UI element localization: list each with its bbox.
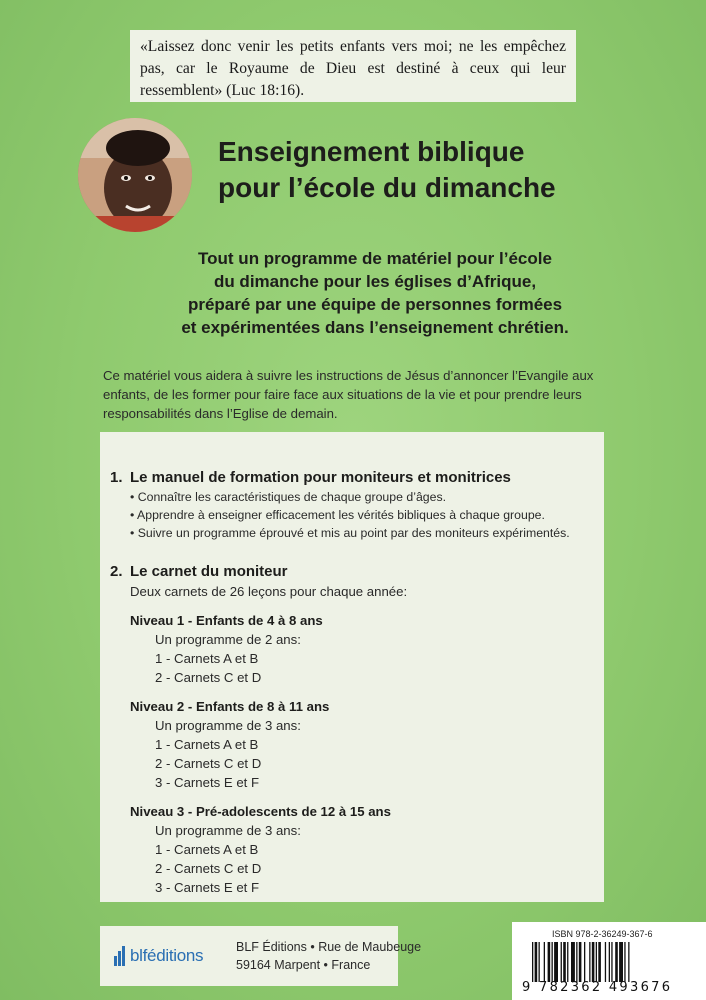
level-title: Niveau 2 - Enfants de 8 à 11 ans <box>130 699 330 714</box>
barcode-bar <box>576 942 577 982</box>
child-portrait-image <box>78 118 192 232</box>
barcode-bar <box>592 942 595 982</box>
bible-quote-box <box>130 30 576 102</box>
barcode-bar <box>579 942 582 982</box>
barcode-bar <box>552 942 553 982</box>
level-title: Niveau 1 - Enfants de 4 à 8 ans <box>130 613 323 628</box>
level-line: 2 - Carnets C et D <box>155 861 262 876</box>
barcode-box <box>512 922 706 1000</box>
barcode-bar <box>609 942 610 982</box>
section-number: 1. <box>110 469 123 486</box>
bible-quote: «Laissez donc venir les petits enfants vers moi; ne les empêchez pas, car le Royaume de Dieu est destiné à ceux qui leur ressemblent» (Luc 18:16). <box>140 38 566 99</box>
level-line: 2 - Carnets C et D <box>155 756 262 771</box>
section-number: 2. <box>110 563 123 580</box>
barcode-bar <box>589 942 590 982</box>
level-3 <box>130 802 604 897</box>
bullet-item: • Apprendre à enseigner efficacement les vérités bibliques à chaque groupe. <box>130 508 545 522</box>
section-teacher-booklet <box>110 562 604 897</box>
publisher-box <box>100 926 422 986</box>
barcode-bar <box>554 942 558 982</box>
lead-paragraph <box>140 247 610 339</box>
section-subtitle: Deux carnets de 26 leçons pour chaque année: <box>130 584 408 599</box>
bullet-item: • Suivre un programme éprouvé et mis au point par des moniteurs expérimentés. <box>130 526 570 540</box>
lead-line: Tout un programme de matériel pour l’école <box>198 249 552 268</box>
isbn-label: ISBN 978-2-36249-367-6 <box>552 929 653 939</box>
level-line: Un programme de 2 ans: <box>155 632 301 647</box>
bullet-list <box>130 488 604 542</box>
barcode-bar <box>561 942 562 982</box>
lead-line: du dimanche pour les églises d’Afrique, <box>213 272 537 291</box>
barcode-bar <box>567 942 568 982</box>
barcode-bar <box>544 942 545 982</box>
title-line: pour l’école du dimanche <box>218 172 556 203</box>
level-title: Niveau 3 - Pré-adolescents de 12 à 15 ans <box>130 804 391 819</box>
section-title: Le manuel de formation pour moniteurs et monitrices <box>130 469 511 486</box>
barcode-bar <box>539 942 540 982</box>
level-1 <box>130 611 604 687</box>
publisher-logo <box>114 943 203 969</box>
title-line: Enseignement biblique <box>218 136 525 167</box>
section-training-manual <box>110 468 604 542</box>
barcode-bar <box>605 942 606 982</box>
barcode-bar <box>584 942 585 982</box>
barcode-bar <box>598 942 601 982</box>
level-line: 2 - Carnets C et D <box>155 670 262 685</box>
barcode-bar <box>532 942 533 982</box>
lead-line: préparé par une équipe de personnes formées <box>187 295 563 314</box>
barcode-bar <box>596 942 597 982</box>
address-line: 59164 Marpent • France <box>236 958 371 972</box>
child-photo <box>78 118 192 232</box>
barcode-bar <box>628 942 629 982</box>
lead-line: et expérimentées dans l’enseignement chrétien. <box>181 318 569 337</box>
barcode-bar <box>615 942 618 982</box>
barcode-icon <box>532 942 690 982</box>
program-content-box <box>100 432 604 902</box>
barcode-bar <box>624 942 625 982</box>
section-title: Le carnet du moniteur <box>130 563 288 580</box>
level-line: 3 - Carnets E et F <box>155 775 260 790</box>
barcode-digits: 9 782362 493676 <box>522 980 673 995</box>
barcode-bar <box>611 942 612 982</box>
barcode-bar <box>535 942 538 982</box>
book-icon <box>114 946 128 966</box>
intro-paragraph: Ce matériel vous aidera à suivre les instructions de Jésus d’annoncer l’Evangile aux enfants, de les former pour faire face aux situations de la vie et pour prendre leurs responsabilités dans l’Eglise de demain. <box>103 368 594 421</box>
barcode-bar <box>619 942 623 982</box>
publisher-logo-text: blféditions <box>130 946 204 965</box>
barcode-bar <box>563 942 566 982</box>
level-line: 1 - Carnets A et B <box>155 737 259 752</box>
barcode-bar <box>571 942 575 982</box>
level-line: Un programme de 3 ans: <box>155 823 301 838</box>
level-line: Un programme de 3 ans: <box>155 718 301 733</box>
level-line: 1 - Carnets A et B <box>155 651 259 666</box>
level-line: 3 - Carnets E et F <box>155 880 260 895</box>
page-title <box>218 134 658 206</box>
bullet-item: • Connaître les caractéristiques de chaque groupe d’âges. <box>130 490 447 504</box>
level-line: 1 - Carnets A et B <box>155 842 259 857</box>
address-line: BLF Éditions • Rue de Maubeuge <box>236 940 422 954</box>
level-2 <box>130 697 604 792</box>
publisher-address <box>236 938 421 974</box>
barcode-bar <box>548 942 551 982</box>
